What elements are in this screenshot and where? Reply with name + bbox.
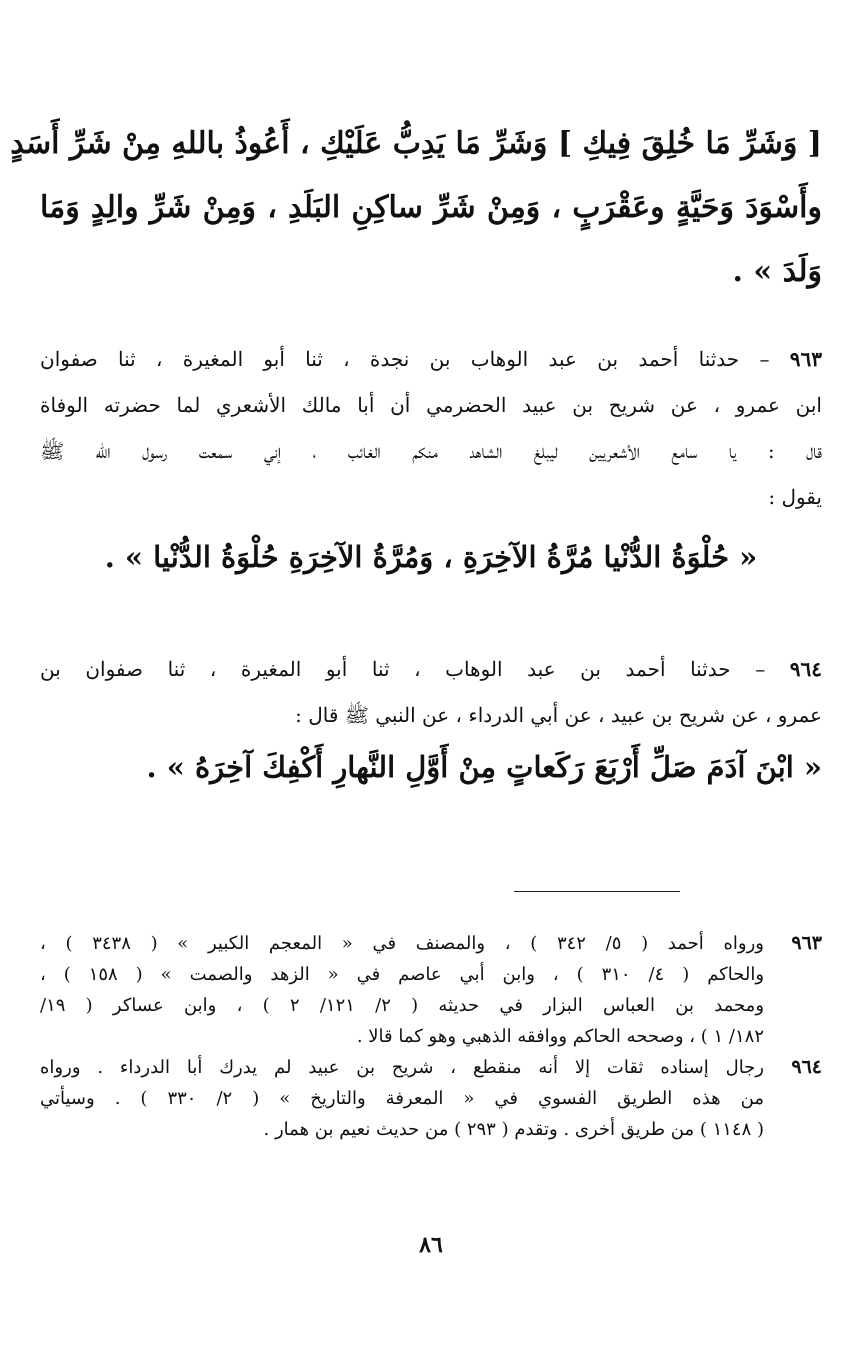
footnote-line: من هذه الطريق الفسوي في « المعرفة والتاريخ » ( ٢/ ٣٣٠ ) . وسيأتي	[40, 1088, 764, 1109]
footnote-number: ٩٦٣	[791, 932, 822, 954]
narration-text: – حدثنا أحمد بن عبد الوهاب بن نجدة ، ثنا أبو المغيرة ، ثنا صفوان	[40, 347, 770, 371]
narration-line: ابن عمرو ، عن شريح بن عبيد الحضرمي أن أبا مالك الأشعري لما حضرته الوفاة	[40, 393, 822, 417]
hadith-963	[40, 336, 822, 584]
footnote-line: ورواه أحمد ( ٥/ ٣٤٢ ) ، والمصنف في « المعجم الكبير » ( ٣٤٣٨ ) ،	[40, 933, 764, 954]
hadith-964	[40, 646, 822, 794]
verse-line: وَلَدَ » .	[732, 254, 822, 289]
page-number: ٨٦	[419, 1232, 443, 1258]
footnote-line: ومحمد بن العباس البزار في حديثه ( ٢/ ١٢١/ ٢ ) ، وابن عساكر ( ١٩/	[40, 995, 765, 1016]
hadith-quote: « حُلْوَةُ الدُّنْيا مُرَّةُ الآخِرَةِ ، وَمُرَّةُ الآخِرَةِ حُلْوَةُ الدُّنْيا » .	[104, 540, 758, 574]
narration-text: – حدثنا أحمد بن عبد الوهاب ، ثنا أبو المغيرة ، ثنا صفوان بن	[40, 657, 766, 681]
narration-line	[40, 336, 822, 382]
narration-line: عمرو ، عن شريح بن عبيد ، عن أبي الدرداء ، عن النبي ﷺ قال :	[295, 703, 822, 727]
footnote-line: ( ١١٤٨ ) من طريق أخرى . وتقدم ( ٢٩٣ ) من حديث نعيم بن همار .	[263, 1119, 764, 1140]
footnote-line: رجال إسناده ثقات إلا أنه منقطع ، شريح بن عبيد لم يدرك أبا الدرداء . ورواه	[40, 1057, 764, 1078]
hadith-number: ٩٦٣	[789, 347, 822, 371]
footnote-body	[40, 928, 764, 1052]
footnote-964	[40, 1052, 822, 1145]
footnote-body	[40, 1052, 764, 1145]
footnotes	[40, 928, 822, 1145]
verse-continuation	[10, 112, 822, 304]
book-page	[10, 0, 823, 1372]
footnote-divider	[514, 891, 680, 892]
footnote-number: ٩٦٤	[791, 1056, 822, 1078]
narration-line	[40, 646, 822, 692]
footnote-line: ١٨٢/ ١ ) ، وصححه الحاكم ووافقه الذهبي وهو كما قالا .	[356, 1026, 764, 1047]
narration-line: يقول :	[768, 485, 822, 509]
footnote-line: والحاكم ( ٤/ ٣١٠ ) ، وابن أبي عاصم في « الزهد والصمت » ( ١٥٨ ) ،	[40, 964, 765, 985]
verse-line: [ وَشَرِّ مَا خُلِقَ فِيكِ ] وَشَرِّ مَا يَدِبُّ عَلَيْكِ ، أَعُوذُ باللهِ مِنْ شَرِّ أَسَدٍ	[10, 126, 822, 161]
verse-line: وأَسْوَدَ وَحَيَّةٍ وعَقْرَبٍ ، وَمِنْ شَرِّ ساكِنِ البَلَدِ ، وَمِنْ شَرِّ والِدٍ وَمَا	[40, 190, 822, 225]
hadith-number: ٩٦٤	[789, 657, 823, 681]
narration-line: قال : يا سامع الأشعريين ليبلغ الشاهد منكم الغائب ، إني سمعت رسول الله ﷺ	[40, 439, 822, 463]
hadith-quote: « ابْنَ آدَمَ صَلِّ أَرْبَعَ رَكَعاتٍ مِنْ أَوَّلِ النَّهارِ أَكْفِكَ آخِرَهُ » .	[146, 750, 822, 784]
footnote-963	[40, 928, 822, 1052]
